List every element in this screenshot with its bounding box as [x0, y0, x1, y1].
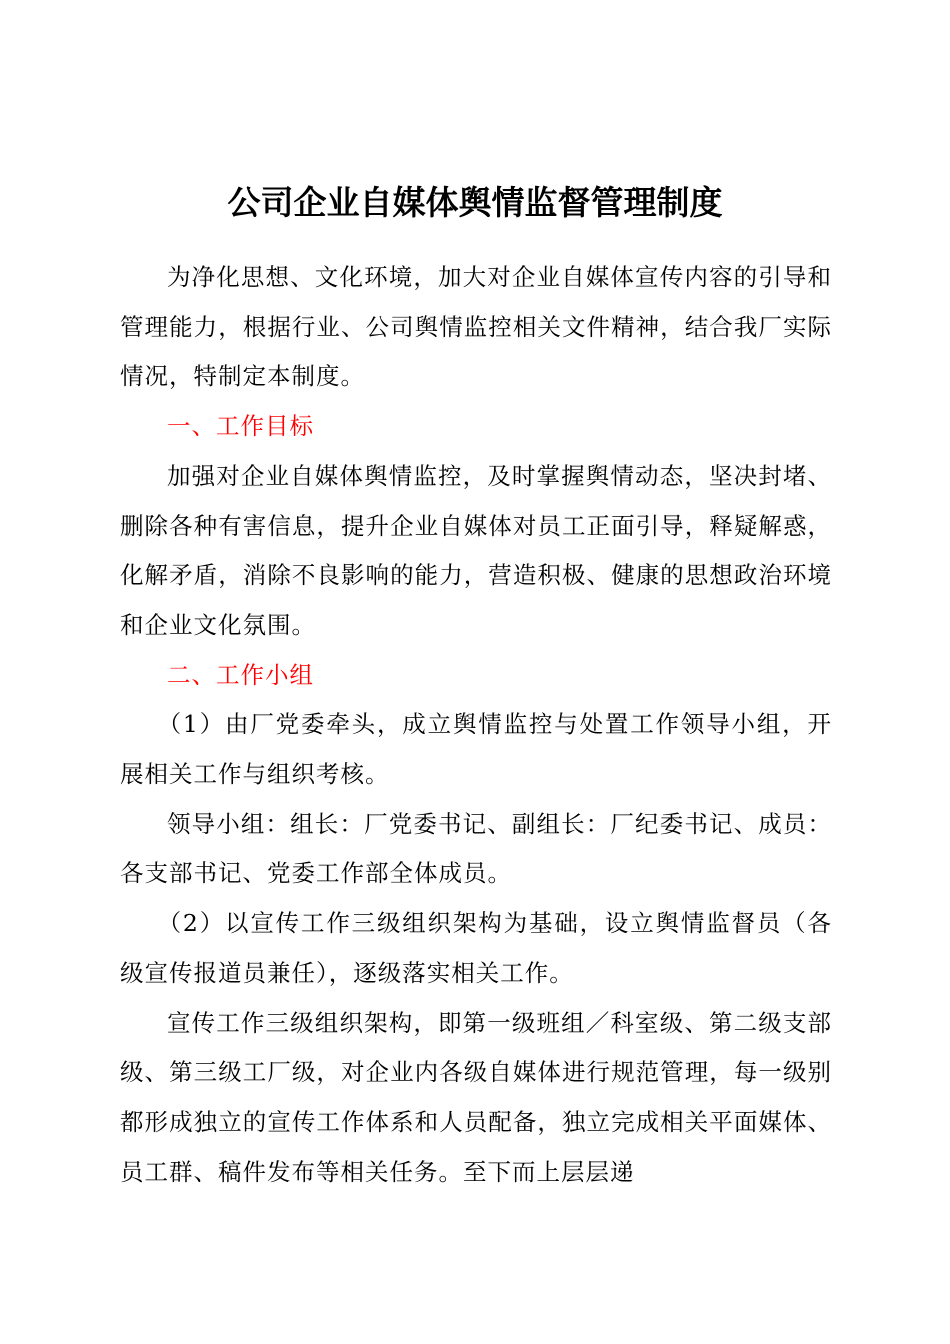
section-heading-goals: 一、工作目标 — [167, 412, 314, 441]
team-paragraph-2: （2）以宣传工作三级组织架构为基础，设立舆情监督员（各级宣传报道员兼任），逐级落实相关工作。 — [120, 909, 832, 987]
goals-paragraph: 加强对企业自媒体舆情监控，及时掌握舆情动态，坚决封堵、删除各种有害信息，提升企业自媒体对员工正面引导，释疑解惑，化解矛盾，消除不良影响的能力，营造积极、健康的思想政治环境和企业文化氛围。 — [120, 461, 832, 639]
document-title: 公司企业自媒体舆情监督管理制度 — [227, 183, 723, 222]
team-paragraph-members: 领导小组：组长：厂党委书记、副组长：厂纪委书记、成员：各支部书记、党委工作部全体成员。 — [120, 809, 832, 888]
intro-paragraph: 为净化思想、文化环境，加大对企业自媒体宣传内容的引导和管理能力，根据行业、公司舆情监控相关文件精神，结合我厂实际情况，特制定本制度。 — [120, 263, 832, 391]
team-paragraph-1: （1）由厂党委牵头，成立舆情监控与处置工作领导小组，开展相关工作与组织考核。 — [120, 710, 832, 789]
section-heading-team: 二、工作小组 — [167, 660, 314, 689]
document-body — [120, 253, 832, 1197]
team-paragraph-structure: 宣传工作三级组织架构，即第一级班组／科室级、第二级支部级、第三级工厂级，对企业内各级自媒体进行规范管理，每一级别都形成独立的宣传工作体系和人员配备，独立完成相关平面媒体、员工群、稿件发布等相关任务。至下而上层层递 — [120, 1008, 832, 1186]
